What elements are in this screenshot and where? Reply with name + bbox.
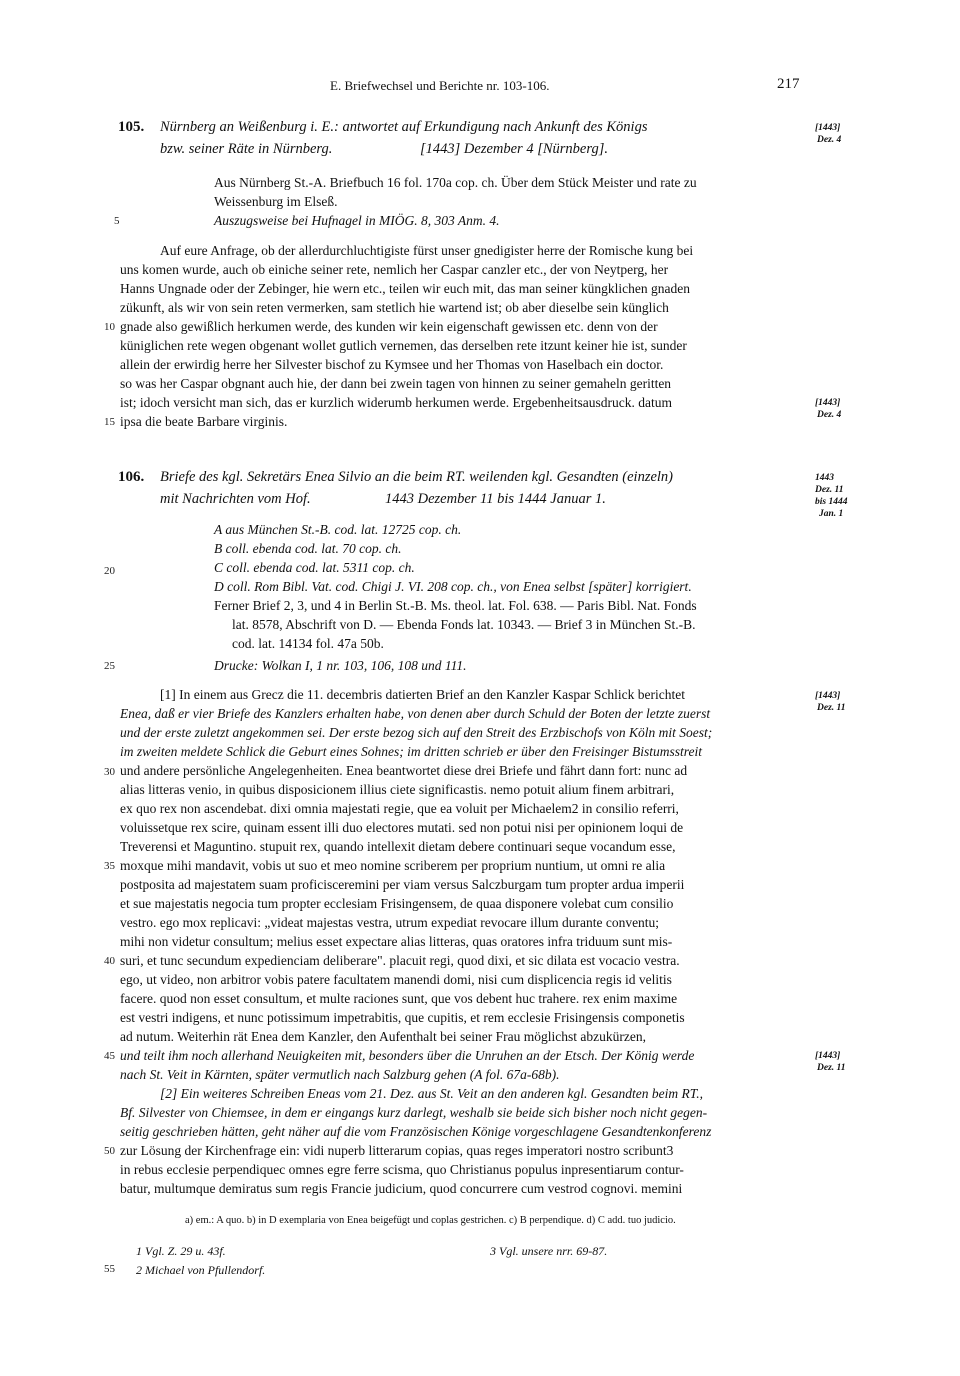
- line-number-30: 30: [104, 766, 115, 778]
- footnote-3: 3 Vgl. unsere nrr. 69-87.: [490, 1244, 608, 1258]
- doc106-margin-date: 1443 Dez. 11 bis 1444 Jan. 1: [815, 473, 848, 519]
- doc105-title-line1: Nürnberg an Weißenburg i. E.: antwortet auf Erkundigung nach Ankunft des Königs: [160, 119, 648, 135]
- doc106-margin-date-1: [1443] Dez. 11: [815, 691, 846, 713]
- doc106-margin-date-2: [1443] Dez. 11: [815, 1051, 846, 1073]
- line-number-55: 55: [104, 1263, 115, 1275]
- doc105-title-line2b: [1443] Dezember 4 [Nürnberg].: [420, 141, 608, 157]
- line-number-50: 50: [104, 1145, 115, 1157]
- line-number-15: 15: [104, 416, 115, 428]
- running-title: E. Briefwechsel und Berichte nr. 103-106.: [330, 78, 550, 93]
- page-number: 217: [777, 76, 800, 92]
- doc105-title-line2a: bzw. seiner Räte in Nürnberg.: [160, 141, 333, 157]
- footnote-2: 2 Michael von Pfullendorf.: [136, 1263, 266, 1277]
- doc105-margin-date-end: [1443] Dez. 4: [815, 398, 842, 420]
- line-number-40: 40: [104, 955, 115, 967]
- doc105-margin-date: [1443] Dez. 4: [815, 123, 842, 145]
- line-number-35: 35: [104, 860, 115, 872]
- line-number-5: 5: [114, 215, 120, 227]
- doc106-number: 106.: [118, 469, 145, 485]
- doc106-title-line2a: mit Nachrichten vom Hof.: [160, 491, 311, 507]
- line-number-25: 25: [104, 660, 115, 672]
- doc106-title-line1: Briefe des kgl. Sekretärs Enea Silvio an die beim RT. weilenden kgl. Gesandten (einzeln): [160, 469, 674, 485]
- line-number-20: 20: [104, 565, 115, 577]
- critical-apparatus: a) em.: A quo. b) in D exemplaria von Enea beigefügt und coplas gestrichen. c) B perpendique. d) C add. tuo judicio.: [185, 1215, 676, 1226]
- footnote-1: 1 Vgl. Z. 29 u. 43f.: [136, 1244, 226, 1258]
- document-page: E. Briefwechsel und Berichte nr. 103-106. 217 105. Nürnberg an Weißenburg i. E.: antwortet auf Erkundigung nach Ankunft des Königs bzw. seiner Räte in Nürnberg. [1443] Dezember 4 [Nürnberg]. [1443] Dez. 4 Aus Nürnberg St.-A. Briefbuch 16 fol. 170a cop. ch. Über dem Stück Meister und rate zu Weissenburg im Elseß. Auszugsweise bei Hufnagel in MIÖG. 8, 303 Anm. 4. Auf eure Anfrage, ob der allerdurchluchtigiste fürst unser gnedigister herre der Romische kung bei uns komen wurde, auch ob einiche seiner rete, nemlich her Caspar canzler etc., der von Neytperg, her Hanns Ungnade oder der Zebinger, hie wern etc., teilen wir euch mit, das man seiner küngklichen gnaden zükunft, als wir von sein reten vermerken, sam stetlich hie wartend ist; ob aber dieselbe sein künglich gnade also gewißlich herkumen werde, des kunden wir kein eigenschaft gewissen etc. denn von der küniglichen rete wegen obgenant wollet gutlich vernemen, das derselben rete itzunt keiner hie ist, sunder allein der erwirdig herre her Silvester bischof zu Kymsee und her Thomas von Haselbach ein doctor. so was her Caspar obgnant auch hie, der dann bei zwein tagen von hinnen zu seiner gemaheln geritten ist; idoch versicht man sich, das er kurzlich widerumb herkumen werde. Ergebenheitsausdruck. datum ipsa die beate Barbare virginis. [1443] Dez. 4 106. Briefe des kgl. Sekretärs Enea Silvio an die beim RT. weilenden kgl. Gesandten (einzeln) mit Nachrichten vom Hof. 1443 Dezember 11 bis 1444 Januar 1. 1443 Dez. 11 bis 1444 Jan. 1 A aus München St.-B. cod. lat. 12725 cop. ch. B coll. ebenda cod. lat. 70 cop. ch. C coll. ebenda cod. lat. 5311 cop. ch. D coll. Rom Bibl. Vat. cod. Chigi J. VI. 208 cop. ch., von Enea selbst [später] korrigiert. Ferner Brief 2, 3, und 4 in Berlin St.-B. Ms. theol. lat. Fol. 638. — Paris Bibl. Nat. Fonds lat. 8578, Abschrift von D. — Ebenda Fonds lat. 10343. — Brief 3 in München St.-B. cod. lat. 14134 fol. 47a 50b. Drucke: Wolkan I, 1 nr. 103, 106, 108 und 111. [1] In einem aus Grecz die 11. decembris datierten Brief an den Kanzler Kaspar Schlick berichtet Enea, daß er vier Briefe des Kanzlers erhalten habe, von denen aber durch Schuld der Boten der letzte zuerst und der erste zuletzt angekommen sei. Der erste bezog sich auf den Streit des Erzbischofs von Köln mit Soest; im zweiten meldete Schlick die Geburt eines Sohnes; im dritten schrieb er über den Freisinger Bistumsstreit und andere persönliche Angelegenheiten. Enea beantwortet diese drei Briefe und fährt dann fort: nunc ad alias litteras venio, in quibus disposicionem illius ciete significastis. nemo potuit alium finem arbitrari, ex quo rex non ascendebat. dixi omnia majestati regie, que ea voluit per Michaelem2 in consilio referri, voluissetque rex scire, quinam essent illi duo electores mutati. sed non potui nisi per opinionem loqui de Treverensi et Maguntino. stupuit rex, quando intellexit dietam debere continuari seque vocandum esse, moxque mihi mandavit, vobis ut suo et meo nomine scriberem per proprium nuntium, ut omni re alia postposita ad majestatem suam proficisceremini per viam versus Salczburgam tum propter ardua imperii et sue majestatis negocia tum propter ecclesiam Frisingensem, de quaa disponere volebat cum consilio vestro. ego mox replicavi: „videat majestas vestra, utrum expediat revocare illum durante conventu; mihi non videtur consultum; melius esset expectare alias litteras, quas oratores infra triduum sunt mis- suri, et tunc secundum expedienciam deliberare". placuit regi, quod dixi, et sic dilata est vocacio vestra. ego, ut video, non arbitror vobis patere facultatem manendi domi, nisi cum displicencia regis id velitis facere. quod non esset consultum, et multe raciones sunt, que vos debent huc trahere. rex enim maxime est vestri indigens, et nunc potissimum impetrabitis, que cupitis, et rem ecclesie Frisingensis componetis ad nutum. Weiterhin rät Enea dem Kanzler, den Aufenthalt bei seiner Frau möglichst abzukürzen, und teilt ihm noch allerhand Neuigkeiten mit, besonders über die Unruhen an der Etsch. Der König werde nach St. Veit in Kärnten, später vermutlich nach Salzburg gehen (A fol. 67a-68b). [2] Ein weiteres Schreiben Eneas vom 21. Dez. aus St. Veit an den anderen kgl. Gesandten beim RT., Bf. Silvester von Chiemsee, in dem er eingangs kurz darlegt, weshalb sie beide sich bisher noch nicht gegen- seitig geschrieben hätten, geht näher auf die vom Französischen Könige vorgeschlagene Gesandtenkonferenz zur Lösung der Kirchenfrage ein: vidi nuperb litterarum copias, quas reges imperatori nostro scribunt3 in rebus ecclesie perpendiquec omnes egre ferre scisma, quo Christianus populus inpresentiarum contur- batur, multumque demiratus sum regis Francie judicium, quod concurrere cum vestrod cognovi. memini [1443] Dez. 11 [1443] Dez. 11 a) em.: A quo. b) in D exemplaria von Enea beigefügt und coplas gestrichen. c) B perpendique. d) C add. tuo judicio. 1 Vgl. Z. 29 u. 43f. 2 Michael von Pfullendorf. 3 Vgl. unsere nrr. 69-87. 5 10 15 20 25 30 35 40 45 50 55: [104, 76, 848, 1277]
- doc106-title-line2b: 1443 Dezember 11 bis 1444 Januar 1.: [385, 491, 606, 507]
- line-number-10: 10: [104, 321, 115, 333]
- line-number-45: 45: [104, 1050, 115, 1062]
- doc105-number: 105.: [118, 119, 145, 135]
